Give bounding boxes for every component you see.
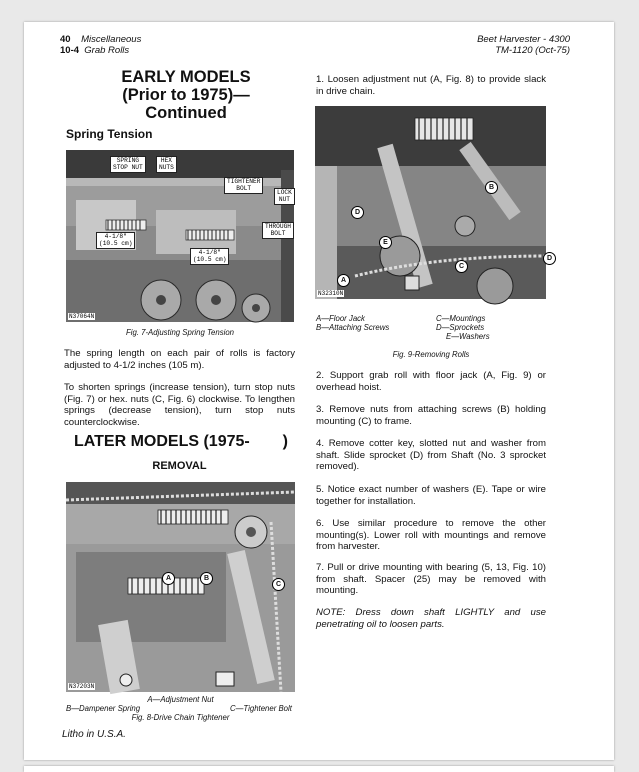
callout-c: C [272, 578, 285, 591]
section-number: 10-4 [60, 45, 80, 56]
step-6: 6. Use similar procedure to remove the other mounting(s). Lower roll with mountings and remove from harvester. [316, 518, 546, 553]
callout-b: B [200, 572, 213, 585]
fig9-legend-a: A—Floor Jack [316, 314, 365, 323]
manual-code: TM-1120 (Oct-75) [495, 45, 570, 56]
subsection-title: Grab Rolls [84, 45, 130, 56]
next-page-edge [24, 766, 614, 772]
fig7-caption: Fig. 7-Adjusting Spring Tension [125, 328, 235, 337]
manual-title: Beet Harvester - 4300 [477, 34, 570, 45]
callout-a-fig9: A [337, 274, 350, 287]
fig8-photo-number: N37203N [69, 683, 95, 690]
spring-tension-heading: Spring Tension [66, 127, 153, 141]
later-models-heading-close: ) [282, 433, 288, 450]
step-3: 3. Remove nuts from attaching screws (B) holding mounting (C) to frame. [316, 404, 546, 427]
title-line-3: Continued [145, 104, 227, 122]
removal-heading: REMOVAL [152, 460, 207, 472]
title-line-2: (Prior to 1975)— [122, 86, 250, 104]
label-dimension-1: 4-1/8" (10.5 cm) [96, 232, 135, 249]
fig9-photo-number: N32310N [318, 290, 344, 297]
callout-d-fig9-left: D [351, 206, 364, 219]
page-number: 40 [60, 34, 71, 45]
header-left [60, 34, 141, 56]
fig9-legend-c: C—Mountings [436, 314, 486, 323]
fig9-caption: Fig. 9-Removing Rolls [392, 350, 470, 359]
step-7: 7. Pull or drive mounting with bearing (5, 13, Fig. 10) from shaft. Spacer (25) may be removed with mounting. [316, 562, 546, 597]
spring-length-paragraph: The spring length on each pair of rolls is factory adjusted to 4-1/2 inches (105 m). [64, 348, 295, 371]
step-4: 4. Remove cotter key, slotted nut and washer from shaft. Slide sprocket (D) from Shaft (No. 3 sprocket removed). [316, 438, 546, 473]
later-models-heading-text: LATER MODELS (1975- [74, 433, 250, 450]
footer-litho: Litho in U.S.A. [62, 729, 126, 740]
fig9-legend-e: E—Washers [446, 332, 490, 341]
header-right [477, 34, 570, 56]
label-dimension-2: 4-1/8" (10.5 cm) [190, 248, 229, 265]
callout-c-fig9: C [455, 260, 468, 273]
title-line-1: EARLY MODELS [121, 68, 251, 86]
fig7-photo-number: N37064N [69, 313, 95, 320]
callout-e-fig9: E [379, 236, 392, 249]
label-hex-nuts: HEX NUTS [156, 156, 177, 173]
fig9-legend-b: B—Attaching Screws [316, 323, 390, 332]
fig9-legend-d: D—Sprockets [436, 323, 485, 332]
label-lock-nut: LOCK NUT [274, 188, 295, 205]
callout-d-fig9-right: D [543, 252, 556, 265]
step-2: 2. Support grab roll with floor jack (A, Fig. 9) or overhead hoist. [316, 370, 546, 393]
fig9-photo [315, 106, 553, 299]
callout-a: A [162, 572, 175, 585]
fig9-illustration [315, 106, 546, 299]
fig8-legend-c: C—Tightener Bolt [230, 704, 292, 713]
label-through-bolt: THROUGH BOLT [262, 222, 294, 239]
fig8-photo [66, 482, 295, 692]
label-tightener-bolt: TIGHTENER BOLT [224, 177, 263, 194]
fig8-legend-b: B—Dampener Spring [66, 704, 141, 713]
note: NOTE: Dress down shaft LIGHTLY and use penetrating oil to loosen parts. [316, 607, 546, 630]
fig8-illustration [66, 482, 295, 692]
label-spring-stop-nut: SPRING STOP NUT [110, 156, 146, 173]
step-1: 1. Loosen adjustment nut (A, Fig. 8) to provide slack in drive chain. [316, 74, 546, 97]
fig7-photo [66, 150, 294, 322]
callout-b-fig9: B [485, 181, 498, 194]
early-models-title [76, 68, 296, 122]
manual-page [24, 22, 614, 760]
fig8-caption: Fig. 8-Drive Chain Tightener [131, 713, 230, 722]
fig8-legend-a: A—Adjustment Nut [147, 695, 214, 704]
section-title: Miscellaneous [81, 34, 142, 45]
step-5: 5. Notice exact number of washers (E). Tape or wire together for installation. [316, 484, 546, 507]
later-models-heading [74, 433, 296, 451]
shorten-springs-paragraph: To shorten springs (increase tension), turn stop nuts (Fig. 7) or hex. nuts (C, Fig. 6) clockwise. To lengthen springs (decrease tension), turn stop nuts counterclockwise. [64, 382, 295, 428]
